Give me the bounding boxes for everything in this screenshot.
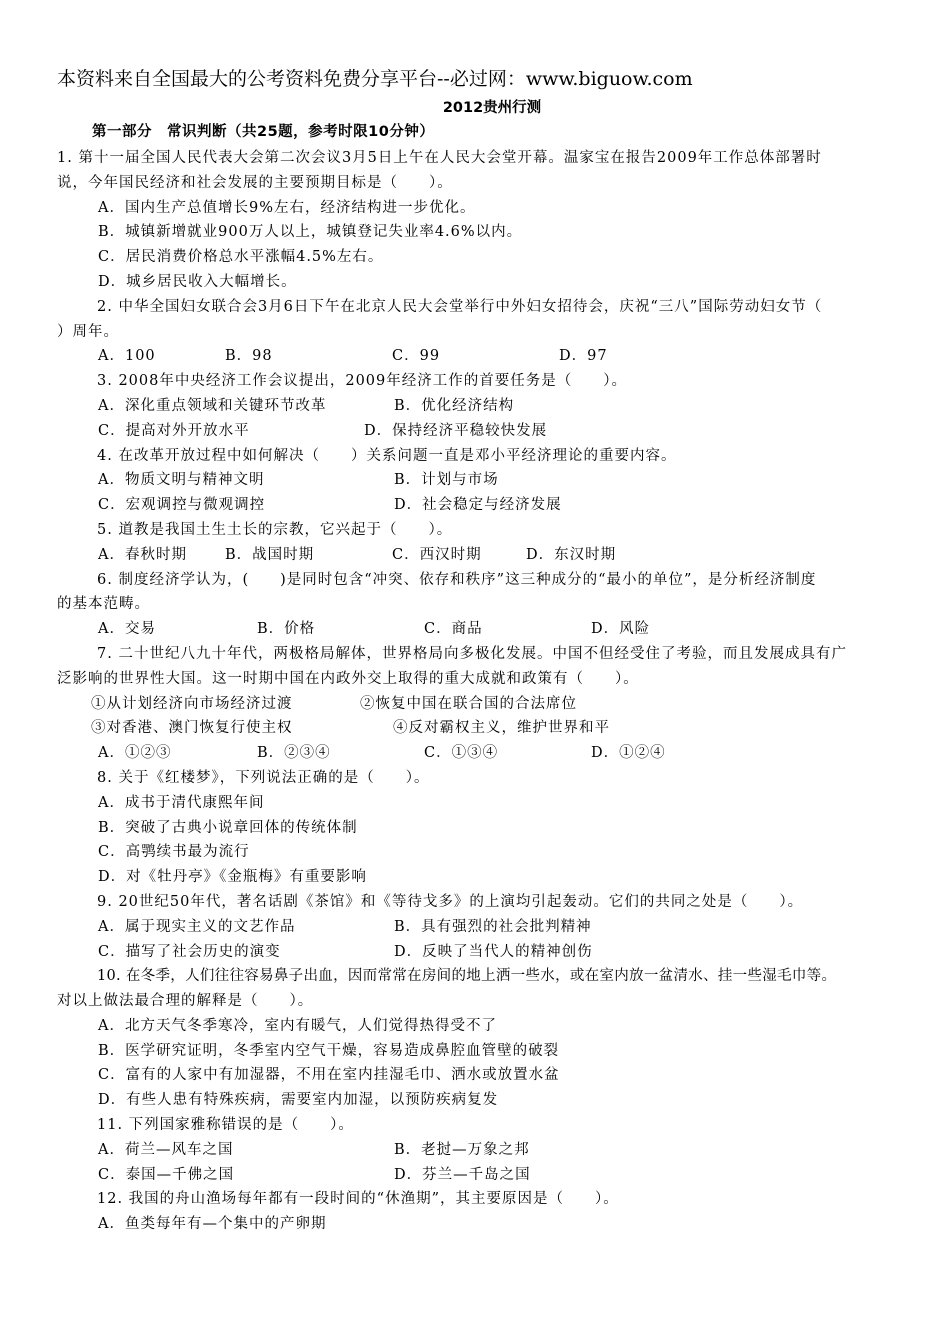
question-7-items-row-2: [57, 716, 907, 741]
question-1-stem-line-1: 1. 第十一届全国人民代表大会第二次会议3月5日上午在人民大会堂开幕。温家宝在报告2009年工作总体部署时: [57, 150, 822, 166]
question-12-stem: 12. 我国的舟山渔场每年都有一段时间的“休渔期”，其主要原因是（ ）。: [97, 1191, 619, 1208]
question-1-stem-line-2: 说，今年国民经济和社会发展的主要预期目标是（ ）。: [57, 174, 453, 191]
question-9-options-row-2: [57, 940, 907, 965]
question-6-stem-line-2: 的基本范畴。: [57, 596, 150, 613]
question-11-option-b: B．老挝—万象之邦: [394, 1141, 530, 1158]
question-11-option-d: D．芬兰—千岛之国: [394, 1166, 531, 1183]
question-9-options-row-1: [57, 915, 907, 940]
question-10-option-c: C．富有的人家中有加湿器，不用在室内挂湿毛巾、洒水或放置水盆: [98, 1067, 560, 1084]
question-8-option-d: D．对《牡丹亭》《金瓶梅》有重要影响: [98, 869, 367, 886]
question-3-option-d: D．保持经济平稳较快发展: [364, 422, 548, 439]
question-3-option-c: C．提高对外开放水平: [98, 422, 250, 439]
question-10-option-a: A．北方天气冬季寒冷，室内有暖气，人们觉得热得受不了: [98, 1017, 497, 1034]
question-1-option-a: A．国内生产总值增长9%左右，经济结构进一步优化。: [98, 199, 476, 216]
question-6-option-d: D．风险: [591, 621, 651, 638]
question-9-option-b: B．具有强烈的社会批判精神: [394, 918, 592, 935]
question-8-option-c: C．高鹗续书最为流行: [98, 844, 250, 861]
question-7-item-4: ④反对霸权主义，维护世界和平: [393, 720, 610, 737]
question-list: [57, 146, 907, 1237]
question-1-option-b: B．城镇新增就业900万人以上，城镇登记失业率4.6%以内。: [98, 224, 523, 241]
question-5-option-a: A．春秋时期: [98, 546, 187, 563]
question-1-option-d: D．城乡居民收入大幅增长。: [98, 273, 297, 290]
question-6-option-a: A．交易: [98, 621, 156, 638]
question-9-option-a: A．属于现实主义的文艺作品: [98, 918, 296, 935]
question-6-stem-line-1: 6. 制度经济学认为，( )是同时包含“冲突、依存和秩序”这三种成分的“最小的单位”，是分析经济制度: [97, 571, 817, 588]
question-10-option-b: B．医学研究证明，冬季室内空气干燥，容易造成鼻腔血管壁的破裂: [98, 1042, 560, 1059]
question-4-options-row-1: [57, 468, 907, 493]
question-3-options-row-1: [57, 394, 907, 419]
question-9-option-d: D．反映了当代人的精神创伤: [394, 943, 593, 960]
question-3-stem: 3. 2008年中央经济工作会议提出，2009年经济工作的首要任务是（ ）。: [97, 373, 627, 390]
question-7-item-2: ②恢复中国在联合国的合法席位: [360, 695, 577, 712]
question-4-option-b: B．计划与市场: [394, 472, 499, 489]
question-2-stem-line-1: 2. 中华全国妇女联合会3月6日下午在北京人民大会堂举行中外妇女招待会，庆祝“三八”国际劳动妇女节（: [97, 298, 823, 315]
question-11-options-row-1: [57, 1138, 907, 1163]
question-6-option-c: C．商品: [424, 621, 483, 638]
question-2-option-d: D．97: [559, 348, 608, 365]
question-7-stem-line-1: 7. 二十世纪八九十年代，两极格局解体，世界格局向多极化发展。中国不但经受住了考验，而且发展成具有广: [97, 645, 847, 662]
question-4-option-c: C．宏观调控与微观调控: [98, 497, 266, 514]
question-11-option-c: C．泰国—千佛之国: [98, 1166, 235, 1183]
question-7-item-3: ③对香港、澳门恢复行使主权: [91, 720, 293, 737]
question-7-item-1: ①从计划经济向市场经济过渡: [91, 695, 293, 712]
question-4-option-d: D．社会稳定与经济发展: [394, 497, 562, 514]
question-6-options: [57, 617, 907, 642]
question-2-option-a: A．100: [98, 348, 156, 365]
question-7-items-row-1: [57, 692, 907, 717]
question-6-option-b: B．价格: [257, 621, 316, 638]
section-heading: 第一部分 常识判断（共25题，参考时限10分钟）: [92, 124, 435, 140]
question-8-stem: 8. 关于《红楼梦》，下列说法正确的是（ ）。: [97, 769, 430, 786]
question-3-options-row-2: [57, 419, 907, 444]
question-7-stem-line-2: 泛影响的世界性大国。这一时期中国在内政外交上取得的重大成就和政策有（ ）。: [57, 670, 639, 687]
question-5-option-c: C．西汉时期: [392, 546, 482, 563]
question-8-option-a: A．成书于清代康熙年间: [98, 794, 265, 811]
question-2-option-b: B．98: [225, 348, 273, 365]
question-10-stem-line-2: 对以上做法最合理的解释是（ ）。: [57, 993, 314, 1010]
question-10-stem-line-1: 10. 在冬季，人们往往容易鼻子出血，因而常常在房间的地上洒一些水，或在室内放一盆清水、挂一些湿毛巾等。: [97, 968, 837, 985]
question-11-stem: 11. 下列国家雅称错误的是（ ）。: [97, 1117, 354, 1134]
question-10-option-d: D．有些人患有特殊疾病，需要室内加湿，以预防疾病复发: [98, 1092, 499, 1109]
question-8-option-b: B．突破了古典小说章回体的传统体制: [98, 819, 358, 836]
question-12-option-a: A．鱼类每年有—个集中的产卵期: [98, 1216, 327, 1233]
question-9-stem: 9. 20世纪50年代，著名话剧《茶馆》和《等待戈多》的上演均引起轰动。它们的共同之处是（ ）。: [97, 893, 804, 910]
question-9-option-c: C．描写了社会历史的演变: [98, 943, 281, 960]
question-7-option-c: C．①③④: [424, 745, 499, 762]
question-11-option-a: A．荷兰—风车之国: [98, 1141, 234, 1158]
question-4-stem: 4. 在改革开放过程中如何解决（ ）关系问题一直是邓小平经济理论的重要内容。: [97, 447, 677, 464]
document-title: 2012贵州行测: [442, 100, 542, 116]
question-7-options: [57, 741, 907, 766]
question-2-options: [57, 344, 907, 369]
question-11-options-row-2: [57, 1163, 907, 1188]
question-7-option-a: A．①②③: [98, 745, 172, 762]
question-7-option-b: B．②③④: [257, 745, 331, 762]
question-3-option-b: B．优化经济结构: [394, 397, 515, 414]
question-2-stem-line-2: ）周年。: [57, 323, 119, 340]
question-4-option-a: A．物质文明与精神文明: [98, 472, 265, 489]
question-5-option-d: D．东汉时期: [526, 546, 617, 563]
question-7-option-d: D．①②④: [591, 745, 666, 762]
question-4-options-row-2: [57, 493, 907, 518]
question-5-option-b: B．战国时期: [225, 546, 315, 563]
question-5-options: [57, 543, 907, 568]
question-5-stem: 5. 道教是我国土生土长的宗教，它兴起于（ ）。: [97, 521, 453, 538]
question-2-option-c: C．99: [392, 348, 441, 365]
source-line: 本资料来自全国最大的公考资料免费分享平台--必过网：www.biguow.com: [57, 68, 693, 90]
question-3-option-a: A．深化重点领域和关键环节改革: [98, 397, 327, 414]
question-1-option-c: C．居民消费价格总水平涨幅4.5%左右。: [98, 249, 384, 266]
